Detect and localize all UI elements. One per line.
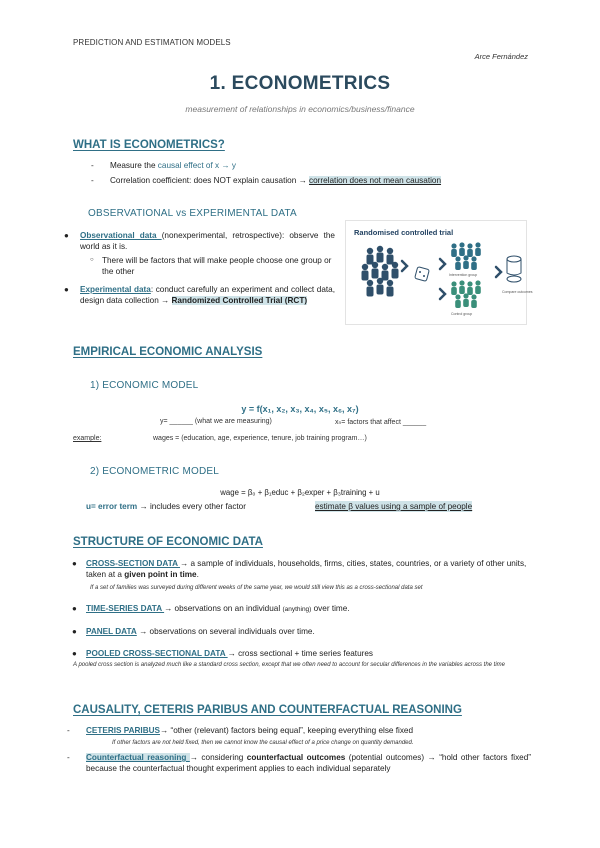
example-label: example: [73,435,102,442]
author-name: Arce Fernández [474,52,528,61]
pooled-note: A pooled cross section is analyzed much like a standard cross section, except that we often need to account for secular differences in the variables across the time [73,662,506,668]
wage-equation: wage = β₀ + β₁educ + β₂exper + β₃training + u [220,488,380,497]
page-subtitle: measurement of relationships in economics/business/finance [185,104,415,114]
ceteris-paribus-note: If other factors are not held fixed, then we cannot know the causal effect of a price change on quantity demanded. [112,740,414,746]
error-term-label: u= error term [86,502,138,511]
list-item-time-series: ● TIME-SERIES DATA → observations on an individual (anything) over time. [72,604,350,613]
section-heading-structure: STRUCTURE OF ECONOMIC DATA [73,536,263,548]
cross-section-note: If a set of families was surveyed during different weeks of the same year, we would still view this as a cross-sectional data set [90,585,423,591]
list-item-ceteris-paribus: - CETERIS PARIBUS→ “other (relevant) factors being equal”, keeping everything else fixed [67,726,414,735]
control-group-icon [451,280,481,308]
course-title: PREDICTION AND ESTIMATION MODELS [73,38,231,47]
causal-effect-highlight: causal effect of x → y [157,161,236,170]
y-definition: y= ______ (what we are measuring) [160,418,272,425]
observational-term: Observational data [80,231,162,240]
cross-section-term: CROSS-SECTION DATA [86,559,181,568]
x-definition: xₙ= factors that affect ______ [335,419,427,426]
list-sub-item: ○ There will be factors that will make people choose one group or the other [90,256,332,277]
dice-icon [415,267,430,282]
section-heading-what-is: WHAT IS ECONOMETRICS? [73,139,225,151]
list-item-counterfactual: - Counterfactual reasoning → considering counterfactual outcomes (potential outcomes) → “hold other factors fixed” because the counterfactual thought experiment applies to each individual separately [67,753,531,774]
compare-outcomes-icon [507,256,521,282]
rct-label-control: Control group [451,312,473,316]
page-title: 1. ECONOMETRICS [209,73,391,94]
rct-illustration [346,221,533,324]
list-item-experimental: ● Experimental data: conduct carefully an experiment and collect data, design data collection → Randomized Controlled Trial (RCT) [64,285,335,306]
subheading-economic-model: 1) ECONOMIC MODEL [90,380,199,391]
list-item-cross-section: ● CROSS-SECTION DATA → a sample of individuals, households, firms, cities, states, countries, or a variety of other units, taken at a given point in time. [72,559,527,580]
list-item-pooled: ● POOLED CROSS-SECTIONAL DATA → cross sectional + time series features [72,649,374,658]
correlation-highlight: correlation does not mean causation [309,176,442,185]
list-item-panel: ● PANEL DATA → observations on several individuals over time. [72,627,315,636]
rct-diagram-title: Randomised controlled trial [354,228,454,237]
example-text: wages = (education, age, experience, tenure, job training program…) [153,435,367,442]
intervention-group-icon [451,242,481,270]
counterfactual-term: Counterfactual reasoning [86,753,190,762]
population-icon [362,246,399,297]
rct-label-compare: Compare outcomes [502,290,533,294]
rct-label-intervention: Intervention group [449,273,478,277]
rct-highlight: Randomized Controlled Trial (RCT) [171,296,308,306]
time-series-term: TIME-SERIES DATA [86,604,165,613]
ceteris-paribus-term: CETERIS PARIBUS [86,726,160,735]
experimental-term: Experimental data [80,285,151,294]
panel-term: PANEL DATA [86,627,137,636]
rct-diagram [345,220,533,325]
subheading-econometric-model: 2) ECONOMETRIC MODEL [90,466,220,477]
economic-model-equation: y = f(x₁, x₂, x₃, x₄, x₅, x₆, x₇) [241,404,359,414]
list-item: - Measure the causal effect of x → y [91,161,236,170]
error-term-line: u= error term → includes every other factor [86,502,246,511]
pooled-term: POOLED CROSS-SECTIONAL DATA [86,649,228,658]
estimate-beta-highlight: estimate β values using a sample of people [315,502,473,511]
list-item-observational: ● Observational data (nonexperimental, retrospective): observe the world as it is. [64,231,335,252]
list-item: - Correlation coefficient: does NOT explain causation → correlation does not mean causation [91,176,442,185]
section-heading-causality: CAUSALITY, CETERIS PARIBUS AND COUNTERFACTUAL REASONING [73,704,462,716]
section-heading-obs-exp: OBSERVATIONAL vs EXPERIMENTAL DATA [88,208,297,219]
section-heading-empirical: EMPIRICAL ECONOMIC ANALYSIS [73,346,263,358]
